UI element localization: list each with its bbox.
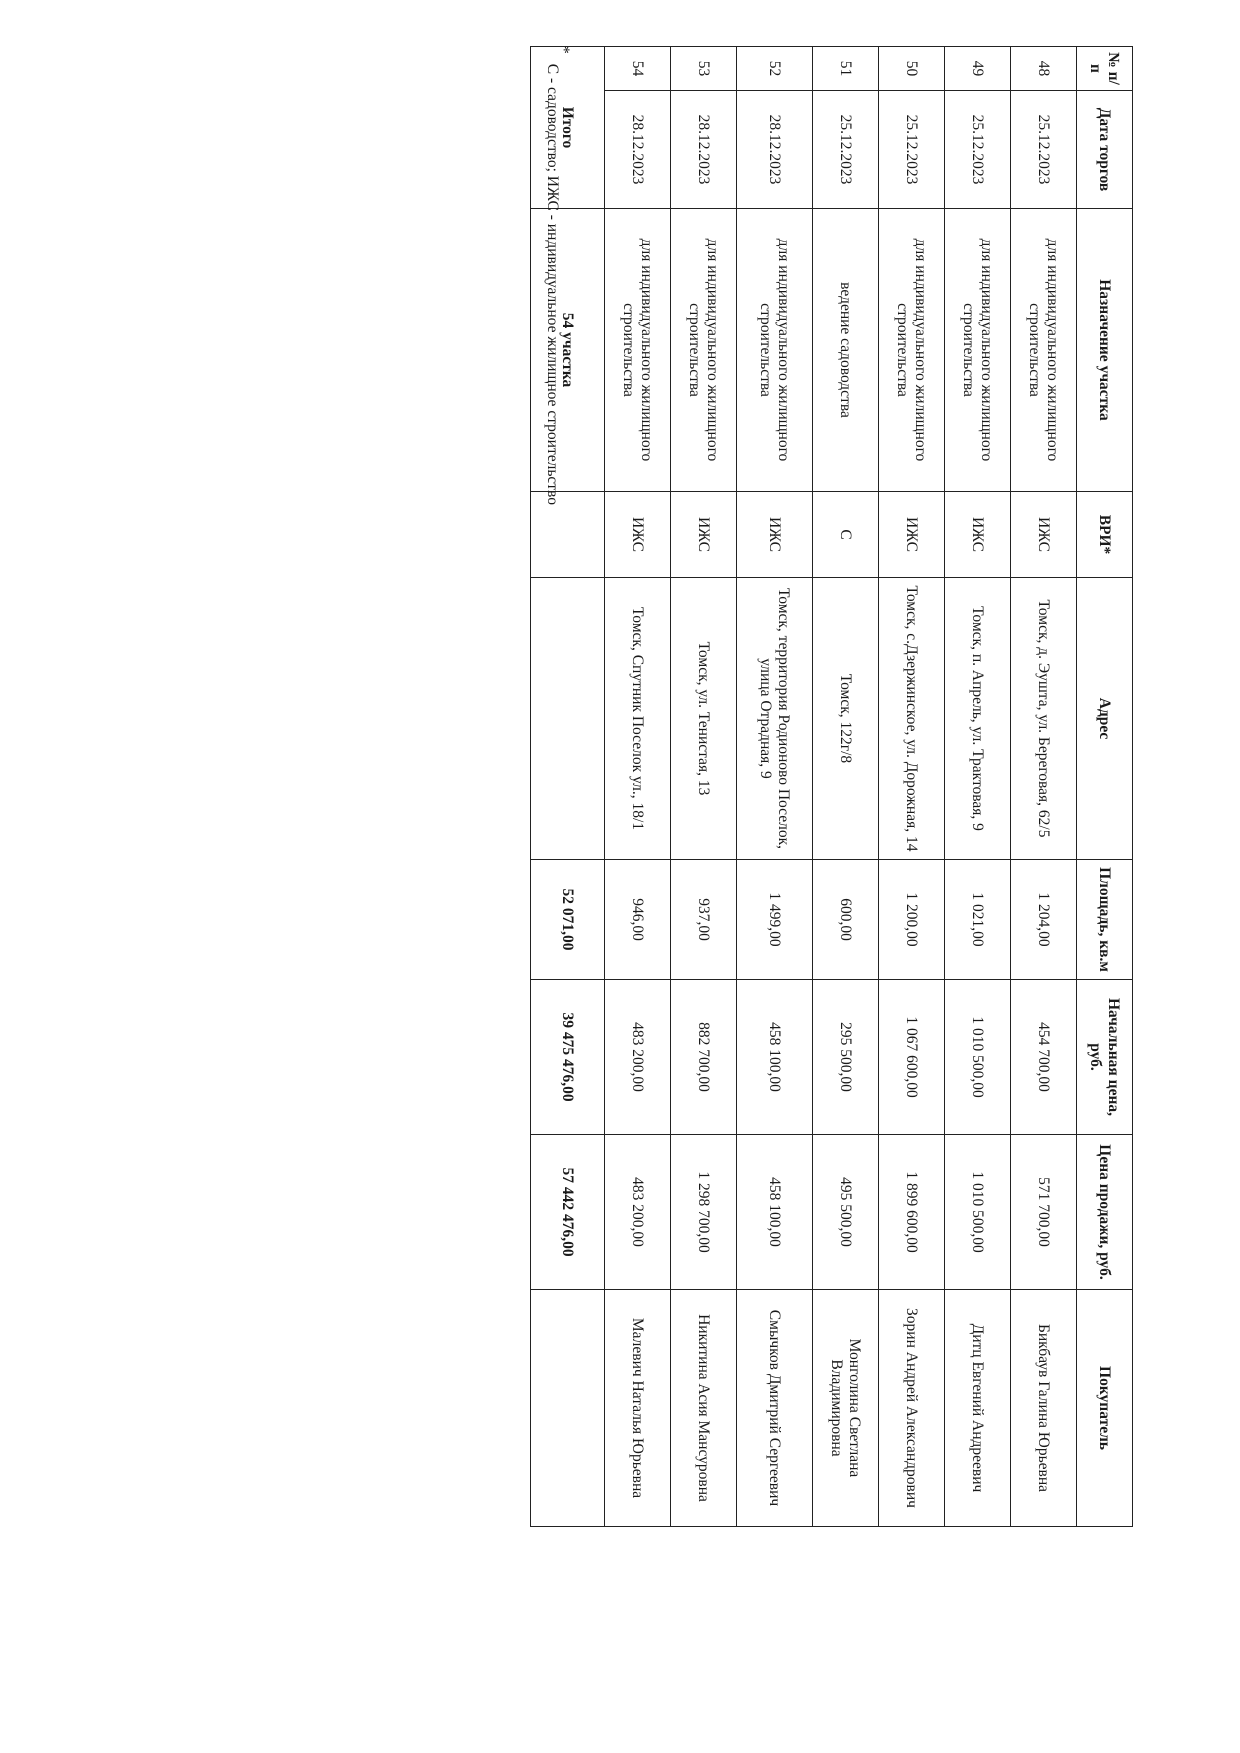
cell-start-price: 1 010 500,00 <box>945 980 1011 1135</box>
cell-buyer: Малевич Наталья Юрьевна <box>605 1290 671 1527</box>
header-address: Адрес <box>1077 578 1133 860</box>
cell-address: Томск, территория Родионово Поселок, улица Отрадная, 9 <box>737 578 813 860</box>
cell-date: 28.12.2023 <box>605 91 671 209</box>
cell-date: 25.12.2023 <box>879 91 945 209</box>
total-row <box>531 47 605 1527</box>
cell-buyer: Зорин Андрей Александрович <box>879 1290 945 1527</box>
cell-start-price: 454 700,00 <box>1011 980 1077 1135</box>
header-date: Дата торгов <box>1077 91 1133 209</box>
cell-vri: С <box>813 492 879 578</box>
cell-sale-price: 1 899 600,00 <box>879 1135 945 1290</box>
cell-purpose: для индивидуального жилищного строительства <box>945 209 1011 492</box>
cell-sale-price: 458 100,00 <box>737 1135 813 1290</box>
cell-num: 52 <box>737 47 813 91</box>
cell-num: 49 <box>945 47 1011 91</box>
total-count: 54 участка <box>531 209 605 492</box>
cell-sale-price: 483 200,00 <box>605 1135 671 1290</box>
cell-date: 25.12.2023 <box>813 91 879 209</box>
cell-purpose: для индивидуального жилищного строительства <box>671 209 737 492</box>
header-sale-price: Цена продажи, руб. <box>1077 1135 1133 1290</box>
total-buyer-empty <box>531 1290 605 1527</box>
cell-purpose: для индивидуального жилищного строительства <box>1011 209 1077 492</box>
cell-address: Томск, с.Дзержинское, ул. Дорожная, 14 <box>879 578 945 860</box>
cell-num: 53 <box>671 47 737 91</box>
cell-buyer: Никитина Асия Мансуровна <box>671 1290 737 1527</box>
cell-vri: ИЖС <box>671 492 737 578</box>
cell-vri: ИЖС <box>879 492 945 578</box>
cell-address: Томск, п. Апрель, ул. Трактовая, 9 <box>945 578 1011 860</box>
rotated-page <box>513 46 1133 1691</box>
cell-area: 1 021,00 <box>945 860 1011 980</box>
table-header-row <box>1077 47 1133 1527</box>
header-purpose: Назначение участка <box>1077 209 1133 492</box>
table-row <box>737 47 813 1527</box>
header-buyer: Покупатель <box>1077 1290 1133 1527</box>
cell-area: 1 499,00 <box>737 860 813 980</box>
cell-start-price: 882 700,00 <box>671 980 737 1135</box>
table-row <box>813 47 879 1527</box>
cell-vri: ИЖС <box>1011 492 1077 578</box>
header-num: № п/п <box>1077 47 1133 91</box>
cell-buyer: Бикбаув Галина Юрьевна <box>1011 1290 1077 1527</box>
cell-area: 1 204,00 <box>1011 860 1077 980</box>
total-label: Итого <box>531 47 605 209</box>
table-row <box>879 47 945 1527</box>
cell-date: 25.12.2023 <box>1011 91 1077 209</box>
cell-purpose: ведение садоводства <box>813 209 879 492</box>
cell-num: 54 <box>605 47 671 91</box>
cell-vri: ИЖС <box>737 492 813 578</box>
header-vri: ВРИ* <box>1077 492 1133 578</box>
total-area: 52 071,00 <box>531 860 605 980</box>
cell-start-price: 458 100,00 <box>737 980 813 1135</box>
footnote-text: С - садоводство; ИЖС - индивидуальное жилищное строительство <box>544 63 561 506</box>
cell-address: Томск, Спутник Поселок ул., 18/1 <box>605 578 671 860</box>
cell-area: 1 200,00 <box>879 860 945 980</box>
cell-sale-price: 571 700,00 <box>1011 1135 1077 1290</box>
cell-area: 600,00 <box>813 860 879 980</box>
cell-address: Томск, д. Эушта, ул. Береговая, 62/5 <box>1011 578 1077 860</box>
cell-area: 937,00 <box>671 860 737 980</box>
total-address-empty <box>531 578 605 860</box>
cell-start-price: 1 067 600,00 <box>879 980 945 1135</box>
cell-date: 28.12.2023 <box>737 91 813 209</box>
cell-address: Томск, ул. Тенистая, 13 <box>671 578 737 860</box>
cell-num: 50 <box>879 47 945 91</box>
cell-buyer: Смычков Дмитрий Сергеевич <box>737 1290 813 1527</box>
cell-date: 28.12.2023 <box>671 91 737 209</box>
cell-sale-price: 495 500,00 <box>813 1135 879 1290</box>
cell-vri: ИЖС <box>945 492 1011 578</box>
cell-purpose: для индивидуального жилищного строительства <box>605 209 671 492</box>
cell-address: Томск, 122г/8 <box>813 578 879 860</box>
cell-num: 48 <box>1011 47 1077 91</box>
table-row <box>1011 47 1077 1527</box>
land-sales-table <box>530 46 1133 1527</box>
cell-purpose: для индивидуального жилищного строительства <box>737 209 813 492</box>
cell-sale-price: 1 010 500,00 <box>945 1135 1011 1290</box>
table-row <box>945 47 1011 1527</box>
table-row <box>605 47 671 1527</box>
cell-area: 946,00 <box>605 860 671 980</box>
cell-start-price: 295 500,00 <box>813 980 879 1135</box>
cell-buyer: Дитц Евгений Андреевич <box>945 1290 1011 1527</box>
total-start-price: 39 475 476,00 <box>531 980 605 1135</box>
header-area: Площадь, кв.м <box>1077 860 1133 980</box>
footnote-mark: * <box>555 46 572 54</box>
cell-vri: ИЖС <box>605 492 671 578</box>
cell-purpose: для индивидуального жилищного строительства <box>879 209 945 492</box>
cell-date: 25.12.2023 <box>945 91 1011 209</box>
total-vri-empty <box>531 492 605 578</box>
cell-start-price: 483 200,00 <box>605 980 671 1135</box>
total-sale-price: 57 442 476,00 <box>531 1135 605 1290</box>
cell-sale-price: 1 298 700,00 <box>671 1135 737 1290</box>
table-row <box>671 47 737 1527</box>
cell-buyer: Монголина Светлана Владимировна <box>813 1290 879 1527</box>
header-start-price: Начальная цена, руб. <box>1077 980 1133 1135</box>
cell-num: 51 <box>813 47 879 91</box>
